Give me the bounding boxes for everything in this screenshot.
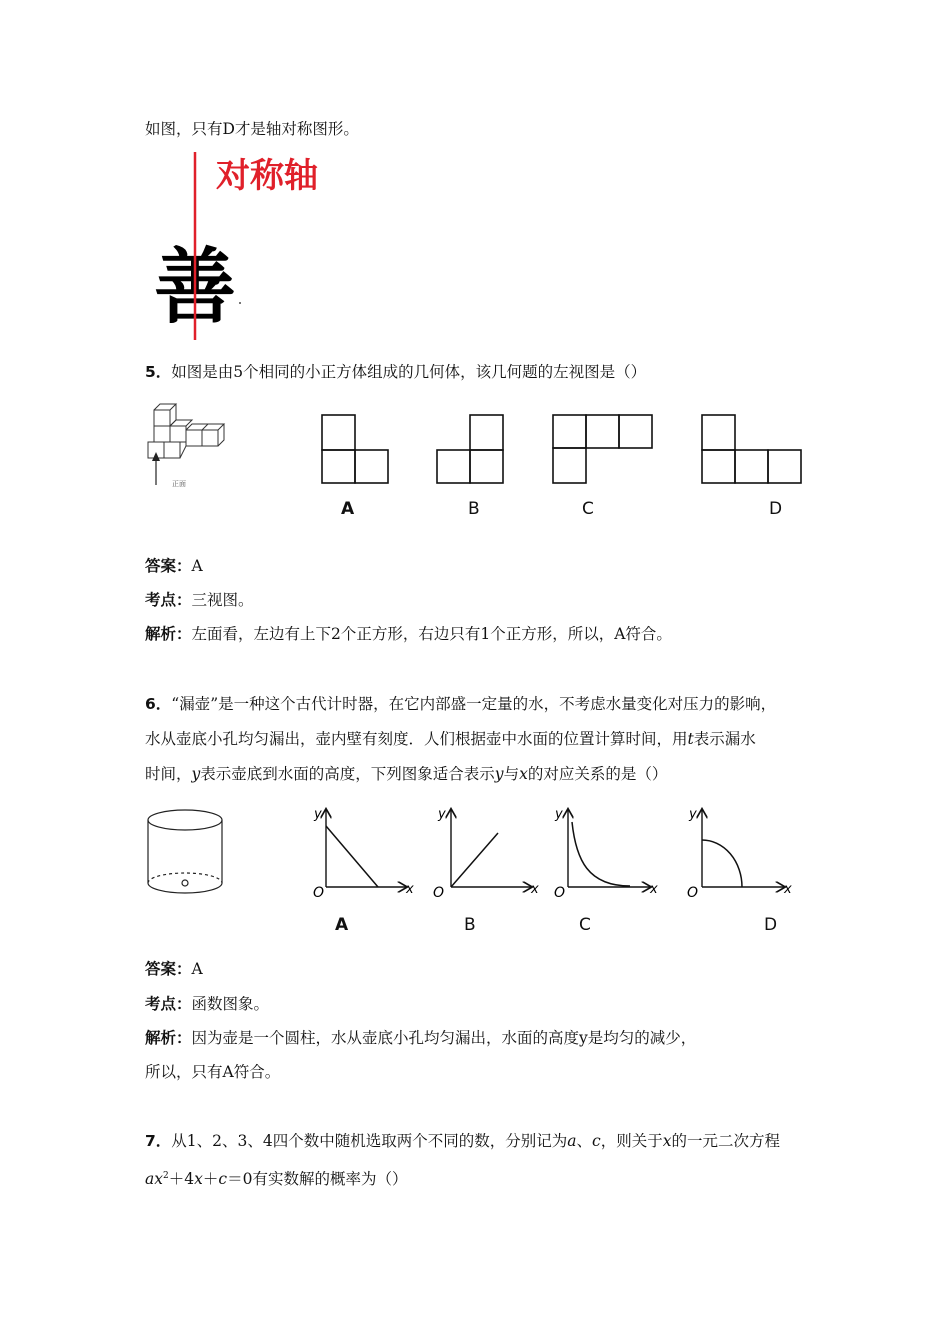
q6-var-y-2: y bbox=[494, 765, 504, 783]
q5-answer-label: 答案： bbox=[145, 557, 192, 575]
q6-analysis bbox=[145, 1028, 696, 1048]
q6-stem-text-3a: 时间， bbox=[145, 765, 192, 783]
q5-option-a-view bbox=[322, 415, 388, 483]
q6-analysis-value-1: 因为壶是一个圆柱，水从壶底小孔均匀漏出，水面的高度y是均匀的减少， bbox=[191, 1029, 697, 1047]
symmetry-figure bbox=[150, 150, 350, 342]
q6-var-t: t bbox=[687, 730, 694, 748]
q6-point bbox=[145, 994, 269, 1014]
front-arrow-head bbox=[152, 452, 160, 461]
q5-analysis bbox=[145, 624, 672, 644]
q6-stem-line-1 bbox=[145, 694, 776, 714]
q6-stem-text-2a: 水从壶底小孔均匀漏出，壶内壁有刻度．人们根据壶中水面的位置计算时间，用 bbox=[145, 730, 688, 748]
q5-stem bbox=[145, 362, 646, 382]
q6-graph-d bbox=[687, 807, 792, 901]
dot-mark bbox=[239, 302, 241, 304]
q7-equation bbox=[145, 1170, 252, 1188]
q6-answer-label: 答案： bbox=[145, 960, 192, 978]
q6-stem-line-3 bbox=[145, 764, 667, 784]
q7-number: 7． bbox=[145, 1132, 172, 1150]
q5-number: 5． bbox=[145, 363, 172, 381]
q5-analysis-label: 解析： bbox=[145, 625, 192, 643]
q6-graph-b-x: x bbox=[531, 882, 539, 897]
q6-graph-b-y: y bbox=[438, 807, 446, 822]
q7-var-x: x bbox=[662, 1132, 672, 1150]
q7-stem-text-1b: ，则关于 bbox=[600, 1132, 663, 1150]
q7-stem-text-1c: 的一元二次方程 bbox=[671, 1132, 780, 1150]
q6-option-d: D bbox=[764, 915, 778, 935]
q7-var-a: a bbox=[567, 1132, 577, 1150]
q6-point-value: 函数图象。 bbox=[191, 995, 270, 1013]
q6-point-label: 考点： bbox=[145, 995, 192, 1013]
q6-var-y: y bbox=[191, 765, 201, 783]
q6-number: 6． bbox=[145, 695, 172, 713]
q6-stem-text-2b: 表示漏水 bbox=[693, 730, 756, 748]
q7-stem-text-2b: 有实数解的概率为（） bbox=[252, 1170, 408, 1189]
q6-graph-c-o: O bbox=[554, 885, 566, 901]
q5-solid-figure bbox=[140, 400, 240, 495]
prev-note: 如图，只有D才是轴对称图形。 bbox=[145, 120, 359, 138]
q7-eq-zero: ＝0 bbox=[227, 1170, 253, 1189]
q6-graph-b bbox=[433, 807, 539, 901]
q6-graphs-figure bbox=[300, 800, 820, 940]
q5-point-value: 三视图。 bbox=[191, 591, 254, 609]
q6-answer bbox=[145, 959, 203, 979]
q7-eq-sup: 2 bbox=[163, 1171, 169, 1181]
q5-option-d: D bbox=[769, 499, 783, 519]
q5-option-b-view bbox=[437, 415, 503, 483]
q5-options-figure bbox=[300, 405, 820, 525]
q6-cylinder-figure bbox=[143, 803, 233, 903]
q5-option-b: B bbox=[468, 499, 480, 519]
q5-option-d-view bbox=[702, 415, 801, 483]
q6-graph-a-x: x bbox=[406, 882, 414, 897]
q6-analysis-label: 解析： bbox=[145, 1029, 192, 1047]
q5-option-a: A bbox=[341, 499, 355, 519]
q6-graph-a bbox=[313, 807, 414, 901]
q6-graph-c bbox=[554, 807, 658, 901]
q5-analysis-value: 左面看，左边有上下2个正方形，右边只有1个正方形，所以，A符合。 bbox=[191, 625, 672, 643]
q6-graph-a-o: O bbox=[313, 885, 325, 901]
q7-eq-x: x bbox=[154, 1170, 163, 1189]
q6-var-x: x bbox=[519, 765, 528, 783]
q7-eq-c: c bbox=[218, 1170, 228, 1189]
q7-sep: 、 bbox=[576, 1132, 593, 1150]
q6-stem-text-3c: 与 bbox=[503, 765, 520, 783]
q5-stem-text: 如图是由5个相同的小正方体组成的几何体，该几何题的左视图是（） bbox=[171, 363, 647, 381]
q7-eq-plus4: ＋4 bbox=[168, 1170, 195, 1189]
q7-stem-text-1a: 从1、2、3、4四个数中随机选取两个不同的数，分别记为 bbox=[171, 1132, 568, 1150]
q7-eq-plus: ＋ bbox=[202, 1170, 219, 1189]
q6-analysis-line-2: 所以，只有A符合。 bbox=[145, 1063, 281, 1081]
q5-answer-value: A bbox=[191, 557, 203, 575]
q5-figure-caption: 正面 bbox=[172, 480, 186, 488]
q6-graph-c-y: y bbox=[555, 807, 563, 822]
q6-stem-text-1: “漏壶”是一种这个古代计时器，在它内部盛一定量的水，不考虑水量变化对压力的影响， bbox=[171, 695, 777, 713]
q6-graph-c-x: x bbox=[650, 882, 658, 897]
q6-graph-d-o: O bbox=[687, 885, 699, 901]
q5-option-c-view bbox=[553, 415, 652, 483]
q6-answer-value: A bbox=[191, 960, 203, 978]
symmetry-axis-label: 对称轴 bbox=[216, 156, 318, 196]
q6-option-a: A bbox=[335, 915, 349, 935]
q6-graph-d-y: y bbox=[689, 807, 697, 822]
q5-point bbox=[145, 590, 254, 610]
q7-eq-a: a bbox=[145, 1170, 155, 1189]
q7-stem-line-2 bbox=[145, 1166, 407, 1189]
q5-answer bbox=[145, 556, 203, 576]
q7-eq-x-2: x bbox=[194, 1170, 203, 1189]
q6-graph-a-y: y bbox=[314, 807, 322, 822]
q6-option-b: B bbox=[464, 915, 476, 935]
q6-option-c: C bbox=[579, 915, 591, 935]
q6-graph-b-o: O bbox=[433, 885, 445, 901]
q6-stem-line-2 bbox=[145, 729, 756, 749]
q5-option-c: C bbox=[582, 499, 594, 519]
q6-stem-text-3d: 的对应关系的是（） bbox=[527, 765, 668, 783]
q7-var-c: c bbox=[592, 1132, 601, 1150]
q6-graph-d-x: x bbox=[784, 882, 792, 897]
symmetry-character: 善 bbox=[154, 239, 237, 335]
q5-point-label: 考点： bbox=[145, 591, 192, 609]
q6-stem-text-3b: 表示壶底到水面的高度，下列图象适合表示 bbox=[200, 765, 495, 783]
q7-stem-line-1 bbox=[145, 1131, 780, 1151]
